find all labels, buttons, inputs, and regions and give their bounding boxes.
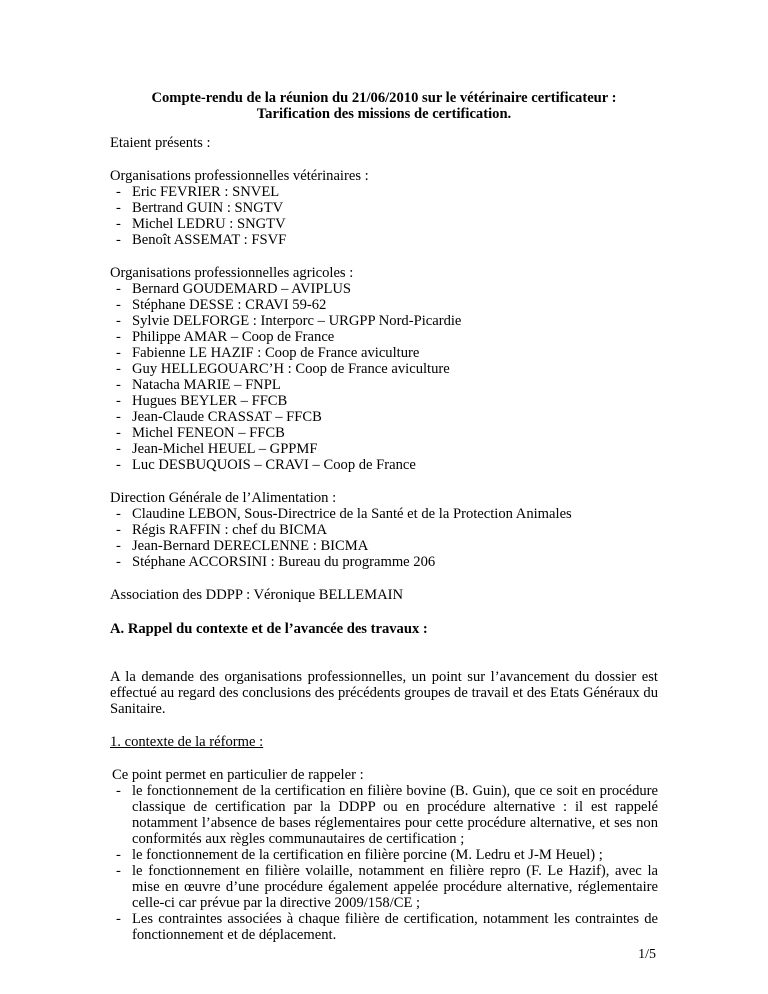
list-item: - Stéphane DESSE : CRAVI 59-62 <box>110 297 658 313</box>
list-item: - Guy HELLEGOUARC’H : Coop de France aviculture <box>110 361 658 377</box>
list-item: - Natacha MARIE – FNPL <box>110 377 658 393</box>
recall-list <box>110 783 658 943</box>
recall-intro: Ce point permet en particulier de rappeler : <box>112 767 364 783</box>
list-item: - Les contraintes associées à chaque filière de certification, notamment les contraintes de fonctionnement et de déplacement. <box>110 911 658 943</box>
vet-attendee-list <box>110 184 658 248</box>
list-item: - Luc DESBUQUOIS – CRAVI – Coop de France <box>110 457 658 473</box>
document-page <box>110 90 658 943</box>
list-item: - le fonctionnement de la certification en filière porcine (M. Ledru et J-M Heuel) ; <box>110 847 658 863</box>
dgal-attendee-list <box>110 506 658 570</box>
page-number: 1/5 <box>638 947 656 962</box>
group-heading-agri: Organisations professionnelles agricoles : <box>110 265 354 281</box>
list-item: - Régis RAFFIN : chef du BICMA <box>110 522 658 538</box>
intro-paragraph: A la demande des organisations professionnelles, un point sur l’avancement du dossier est effectué au regard des conclusions des précédents groupes de travail et des Etats Généraux du Sanitaire. <box>110 669 658 717</box>
list-item: - Eric FEVRIER : SNVEL <box>110 184 658 200</box>
list-item: - Hugues BEYLER – FFCB <box>110 393 658 409</box>
section-a-heading: A. Rappel du contexte et de l’avancée des travaux : <box>110 621 428 637</box>
list-item: - le fonctionnement en filière volaille, notamment en filière repro (F. Le Hazif), avec la mise en œuvre d’une procédure également appelée procédure alternative, réglementaire celle-ci car prévue par la directive 2009/158/CE ; <box>110 863 658 911</box>
list-item: - Michel FENEON – FFCB <box>110 425 658 441</box>
list-item: - le fonctionnement de la certification en filière bovine (B. Guin), que ce soit en procédure classique de certification par la DDPP ou en procédure alternative : il est rappelé notamment l’absence de bases réglementaires pour cette procédure alternative, et ses non conformités aux règles communautaires de certification ; <box>110 783 658 847</box>
list-item: - Jean-Michel HEUEL – GPPMF <box>110 441 658 457</box>
list-item: - Claudine LEBON, Sous-Directrice de la Santé et de la Protection Animales <box>110 506 658 522</box>
list-item: - Jean-Bernard DERECLENNE : BICMA <box>110 538 658 554</box>
document-title-line-1: Compte-rendu de la réunion du 21/06/2010 sur le vétérinaire certificateur : <box>151 90 617 106</box>
list-item: - Benoît ASSEMAT : FSVF <box>110 232 658 248</box>
list-item: - Philippe AMAR – Coop de France <box>110 329 658 345</box>
group-heading-dgal: Direction Générale de l’Alimentation : <box>110 490 337 506</box>
subsection-1-heading: 1. contexte de la réforme : <box>110 734 264 750</box>
list-item: - Jean-Claude CRASSAT – FFCB <box>110 409 658 425</box>
list-item: - Michel LEDRU : SNGTV <box>110 216 658 232</box>
association-line: Association des DDPP : Véronique BELLEMAIN <box>110 587 404 603</box>
list-item: - Fabienne LE HAZIF : Coop de France aviculture <box>110 345 658 361</box>
agri-attendee-list <box>110 281 658 473</box>
list-item: - Bertrand GUIN : SNGTV <box>110 200 658 216</box>
list-item: - Bernard GOUDEMARD – AVIPLUS <box>110 281 658 297</box>
document-title-line-2: Tarification des missions de certification. <box>256 106 512 122</box>
group-heading-vet: Organisations professionnelles vétérinaires : <box>110 168 369 184</box>
list-item: - Sylvie DELFORGE : Interporc – URGPP Nord-Picardie <box>110 313 658 329</box>
list-item: - Stéphane ACCORSINI : Bureau du programme 206 <box>110 554 658 570</box>
present-label: Etaient présents : <box>110 135 211 151</box>
